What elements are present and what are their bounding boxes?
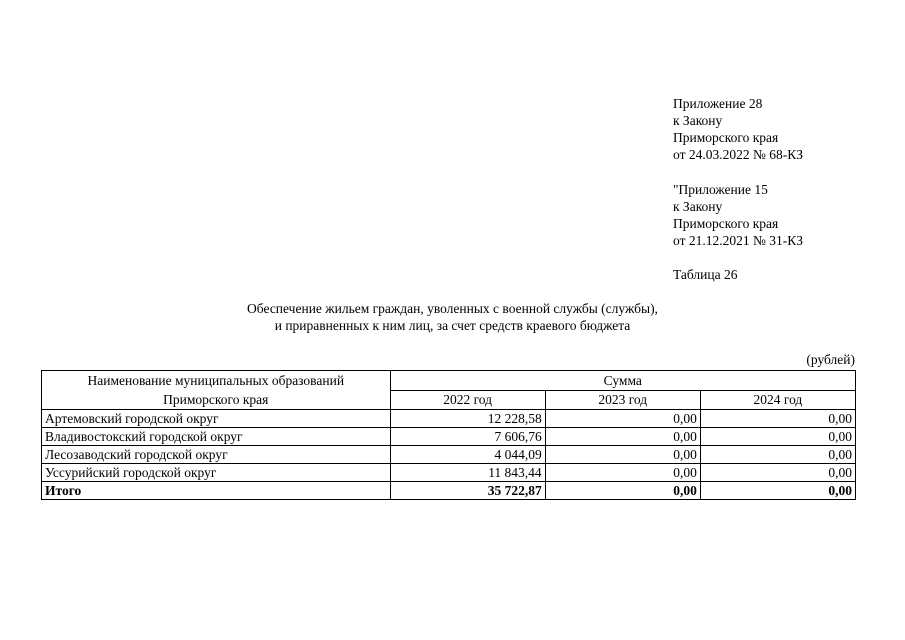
previous-appendix-header — [673, 181, 873, 249]
row-value: 0,00 — [700, 428, 855, 446]
total-label: Итого — [42, 482, 391, 500]
table-row — [42, 410, 856, 428]
header-year: 2023 год — [545, 390, 700, 410]
allocation-table — [41, 370, 856, 500]
table-row — [42, 464, 856, 482]
appendix-line: Приморского края — [673, 130, 779, 145]
units-label: (рублей) — [806, 352, 855, 367]
row-value: 0,00 — [545, 464, 700, 482]
header-sum: Сумма — [390, 371, 855, 391]
header-year: 2022 год — [390, 390, 545, 410]
header-year: 2024 год — [700, 390, 855, 410]
row-value: 0,00 — [545, 410, 700, 428]
row-value: 0,00 — [700, 446, 855, 464]
table-label: Таблица 26 — [673, 267, 738, 282]
appendix-line: Приморского края — [673, 216, 779, 231]
appendix-line: от 21.12.2021 № 31-КЗ — [673, 233, 803, 248]
table-row — [42, 428, 856, 446]
appendix-line: к Закону — [673, 199, 723, 214]
appendix-line: "Приложение 15 — [673, 182, 768, 197]
row-name: Артемовский городской округ — [42, 410, 391, 428]
row-value: 11 843,44 — [390, 464, 545, 482]
total-row — [42, 482, 856, 500]
row-value: 0,00 — [545, 428, 700, 446]
row-value: 4 044,09 — [390, 446, 545, 464]
appendix-header — [673, 95, 873, 163]
row-value: 7 606,76 — [390, 428, 545, 446]
document-title-line2: и приравненных к ним лиц, за счет средств краевого бюджета — [274, 318, 631, 333]
row-value: 12 228,58 — [390, 410, 545, 428]
appendix-line: от 24.03.2022 № 68-КЗ — [673, 147, 803, 162]
total-value: 0,00 — [700, 482, 855, 500]
header-municipality-line1: Наименование муниципальных образований — [87, 373, 345, 388]
appendix-line: к Закону — [673, 113, 723, 128]
row-name: Владивостокский городской округ — [42, 428, 391, 446]
appendix-line: Приложение 28 — [673, 96, 763, 111]
row-value: 0,00 — [545, 446, 700, 464]
row-value: 0,00 — [700, 464, 855, 482]
row-value: 0,00 — [700, 410, 855, 428]
table-row — [42, 446, 856, 464]
total-value: 0,00 — [545, 482, 700, 500]
header-municipality-line2: Приморского края — [163, 392, 269, 407]
header-municipality — [42, 371, 391, 410]
document-title-line1: Обеспечение жильем граждан, уволенных с военной службы (службы), — [247, 301, 658, 316]
total-value: 35 722,87 — [390, 482, 545, 500]
row-name: Лесозаводский городской округ — [42, 446, 391, 464]
row-name: Уссурийский городской округ — [42, 464, 391, 482]
